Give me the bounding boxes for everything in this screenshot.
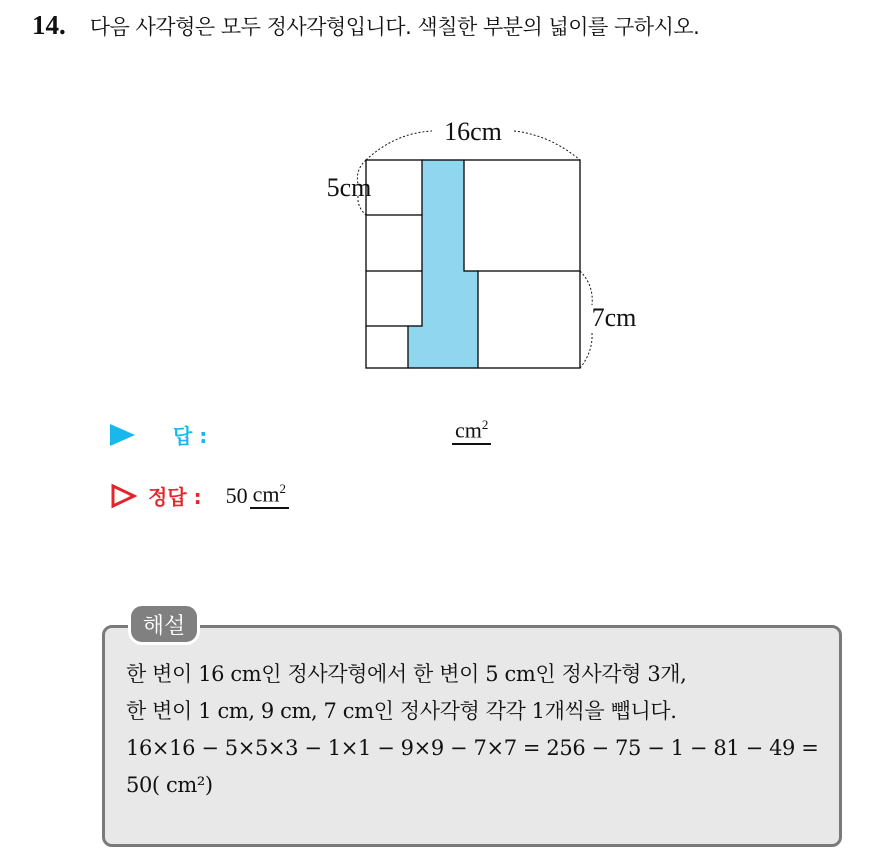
right-dimension-arc bbox=[580, 271, 592, 305]
small-square-3 bbox=[366, 271, 422, 326]
square-7 bbox=[478, 271, 580, 368]
squares-figure bbox=[300, 110, 660, 385]
correct-answer-value: 50 bbox=[225, 482, 248, 508]
answer-unit bbox=[452, 418, 491, 445]
explanation-line: 한 변이 1 cm, 9 cm, 7 cm인 정사각형 각각 1개씩을 뺍니다. bbox=[126, 699, 677, 723]
shaded-region bbox=[408, 160, 478, 368]
outline-triangle-icon bbox=[110, 483, 138, 509]
answer-label: 답 : bbox=[173, 424, 208, 448]
question-header bbox=[32, 10, 699, 50]
unit-exponent: 2 bbox=[279, 480, 286, 496]
small-square-2 bbox=[366, 215, 422, 271]
small-square-1 bbox=[366, 160, 422, 215]
label-5cm: 5cm bbox=[326, 173, 372, 202]
right-dimension-arc bbox=[580, 333, 592, 368]
explanation-tag: 해설 bbox=[128, 603, 200, 645]
explanation-line: 한 변이 16 cm인 정사각형에서 한 변이 5 cm인 정사각형 3개, bbox=[126, 662, 687, 686]
question-text: 다음 사각형은 모두 정사각형입니다. 색칠한 부분의 넓이를 구하시오. bbox=[89, 15, 700, 39]
answer-row bbox=[110, 420, 207, 449]
label-16cm: 16cm bbox=[444, 117, 502, 146]
unit-base: cm bbox=[252, 481, 280, 507]
play-triangle-icon bbox=[110, 424, 135, 446]
answer-unit-text bbox=[452, 418, 491, 445]
explanation-line: 50( cm²) bbox=[126, 773, 213, 797]
top-dimension-arc bbox=[514, 131, 580, 160]
tiny-square bbox=[366, 326, 408, 368]
question-number: 14. bbox=[32, 10, 66, 40]
label-7cm: 7cm bbox=[591, 303, 637, 332]
unit-base: cm bbox=[455, 417, 482, 443]
large-square-9 bbox=[464, 160, 580, 271]
correct-answer-row bbox=[110, 481, 289, 510]
explanation-line: 16×16 − 5×5×3 − 1×1 − 9×9 − 7×7 = 256 − 75 − 1 − 81 − 49 = bbox=[126, 736, 819, 760]
unit-exponent: 2 bbox=[481, 417, 489, 432]
correct-answer-label: 정답 : bbox=[148, 485, 202, 509]
top-dimension-arc bbox=[366, 131, 432, 160]
correct-answer-unit bbox=[250, 482, 289, 509]
explanation-text bbox=[126, 656, 831, 804]
